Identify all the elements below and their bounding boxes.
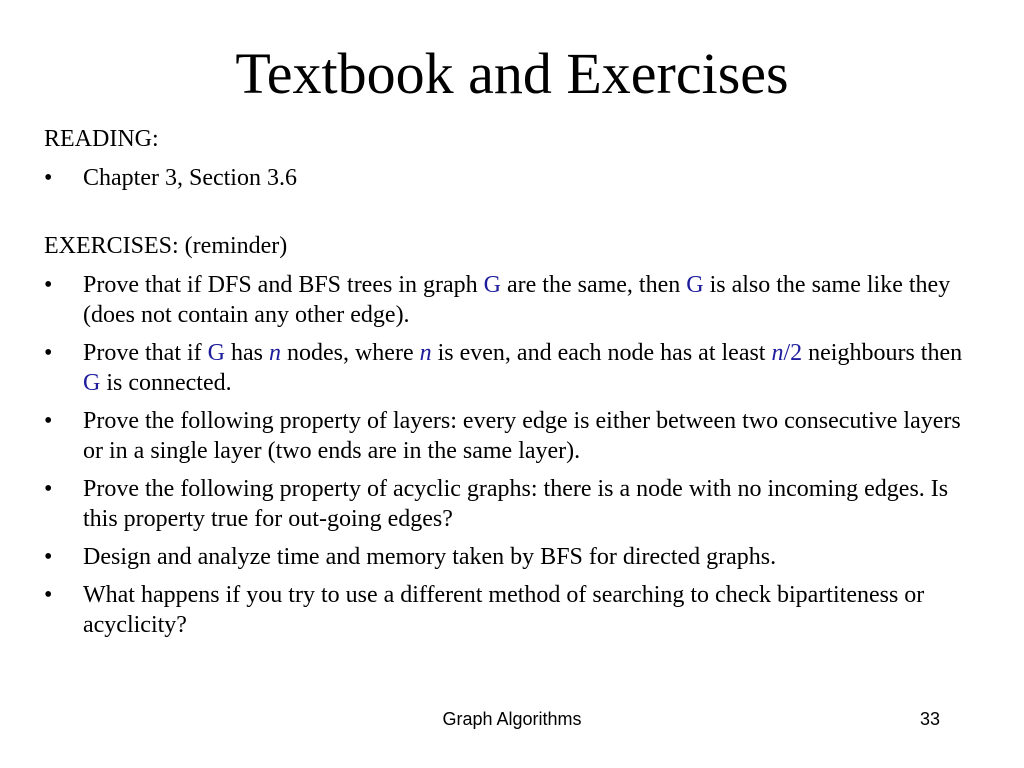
graph-variable: G [207, 340, 225, 366]
exercise-text: Prove that if [83, 340, 208, 366]
bullet-icon: • [44, 408, 53, 434]
exercise-text: What happens if you try to use a different method of searching to check bipartiteness or acyclicity? [83, 582, 925, 638]
exercises-list [44, 270, 984, 640]
exercise-text: is connected. [100, 370, 232, 396]
exercise-text: Prove the following property of layers: every edge is either between two consecutive layers or in a single layer (two ends are in the same layer). [83, 408, 961, 464]
bullet-icon: • [44, 165, 53, 191]
reading-item-text: Chapter 3, Section 3.6 [83, 165, 297, 191]
bullet-icon: • [44, 340, 53, 366]
bullet-icon: • [44, 544, 53, 570]
exercise-text: Prove the following property of acyclic graphs: there is a node with no incoming edges. Is this property true for out-going edges? [83, 476, 949, 532]
slide-content [44, 124, 984, 648]
footer-title: Graph Algorithms [442, 709, 582, 729]
exercise-text: neighbours then [802, 340, 963, 366]
bullet-icon: • [44, 476, 53, 502]
reading-heading: READING: [44, 126, 159, 152]
graph-variable: G [83, 370, 101, 396]
bullet-icon: • [44, 272, 53, 298]
exercise-item-2 [44, 338, 984, 398]
exercise-text: Prove that if DFS and BFS trees in graph [83, 272, 484, 298]
exercise-text: is also the same like they (does not contain any other edge). [83, 272, 951, 328]
n-variable: n [771, 340, 784, 366]
exercise-text: is even, and each node has at least [431, 340, 772, 366]
page-number: 33 [919, 709, 940, 729]
exercise-text: nodes, where [280, 340, 420, 366]
graph-variable: G [483, 272, 501, 298]
graph-variable: G [686, 272, 704, 298]
reading-item [44, 163, 984, 193]
exercise-text: Design and analyze time and memory taken by BFS for directed graphs. [83, 544, 777, 570]
exercises-heading: EXERCISES: (reminder) [44, 233, 288, 259]
bullet-icon: • [44, 582, 53, 608]
fraction-two: /2 [783, 340, 803, 366]
exercise-item-4 [44, 474, 984, 534]
exercise-text: are the same, then [500, 272, 687, 298]
n-variable: n [268, 340, 281, 366]
exercise-item-3 [44, 406, 984, 466]
exercise-item-6 [44, 580, 984, 640]
n-variable: n [419, 340, 432, 366]
exercise-item-5 [44, 542, 984, 572]
slide-title: Textbook and Exercises [235, 41, 789, 106]
exercise-text: has [224, 340, 269, 366]
section-spacer [44, 201, 984, 231]
exercise-item-1 [44, 270, 984, 330]
reading-list [44, 163, 984, 193]
